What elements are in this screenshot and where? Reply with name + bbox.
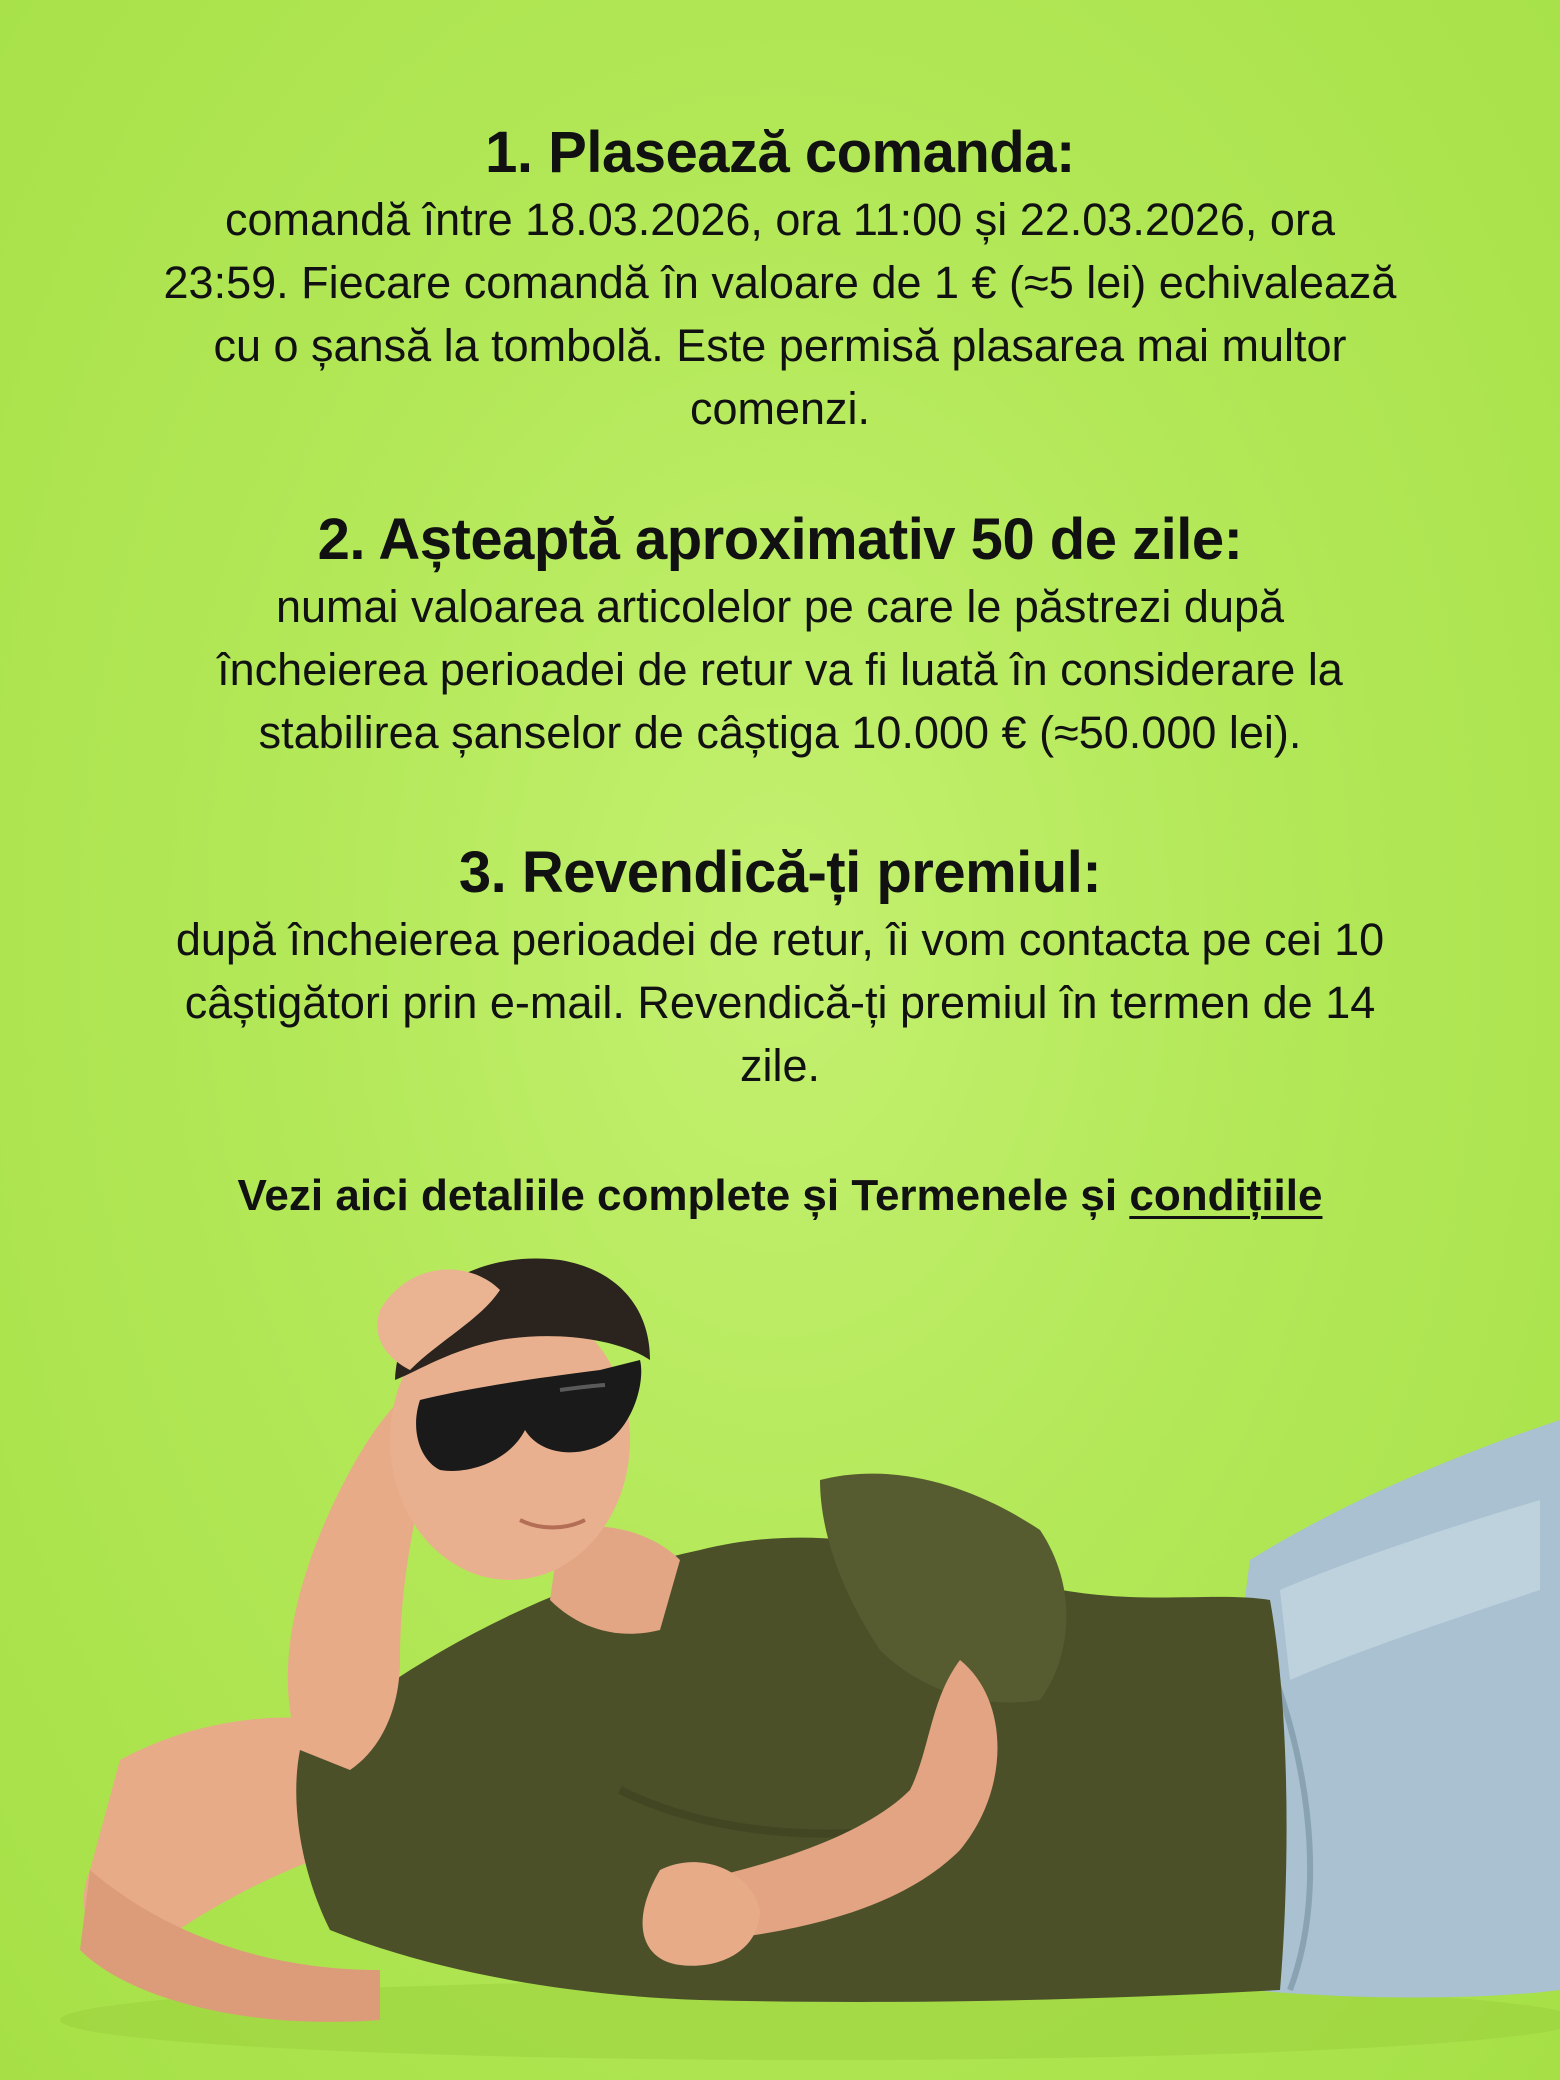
step-1-body: [70, 188, 1490, 440]
step-3-line-2: câștigători prin e-mail. Revendică-ți premiul în termen de 14: [184, 977, 1376, 1028]
step-3-title: 3. Revendică-ți premiul:: [458, 840, 1102, 905]
tshirt: [296, 1538, 1286, 2002]
step-1-line-2: 23:59. Fiecare comandă în valoare de 1 € (≈5 lei) echivalează: [163, 257, 1397, 308]
step-2-line-2: încheierea perioadei de retur va fi luată în considerare la: [217, 644, 1343, 695]
man-lying-sunglasses-illustration: [0, 1230, 1560, 2080]
step-2: [70, 505, 1490, 764]
step-2-body: [70, 575, 1490, 764]
step-3: [70, 838, 1490, 1097]
terms-text: Vezi aici detaliile complete și Termenele și: [237, 1171, 1130, 1220]
step-2-title: 2. Așteaptă aproximativ 50 de zile:: [317, 507, 1243, 572]
step-1-title: 1. Plasează comanda:: [485, 120, 1075, 185]
step-1-line-4: comenzi.: [689, 383, 871, 434]
step-1-line-3: cu o șansă la tombolă. Este permisă plasarea mai multor: [213, 320, 1347, 371]
terms-line: [0, 1166, 1560, 1226]
step-1: [70, 118, 1490, 440]
step-3-body: [70, 908, 1490, 1097]
step-1-line-1: comandă între 18.03.2026, ora 11:00 și 22.03.2026, ora: [225, 194, 1335, 245]
step-3-line-3: zile.: [739, 1040, 821, 1091]
step-2-line-1: numai valoarea articolelor pe care le păstrezi după: [275, 581, 1285, 632]
step-3-line-1: după încheierea perioadei de retur, îi vom contacta pe cei 10: [175, 914, 1385, 965]
terms-conditions-link[interactable]: condițiile: [1129, 1171, 1323, 1220]
step-2-line-3: stabilirea șanselor de câștiga 10.000 € (≈50.000 lei).: [258, 707, 1302, 758]
